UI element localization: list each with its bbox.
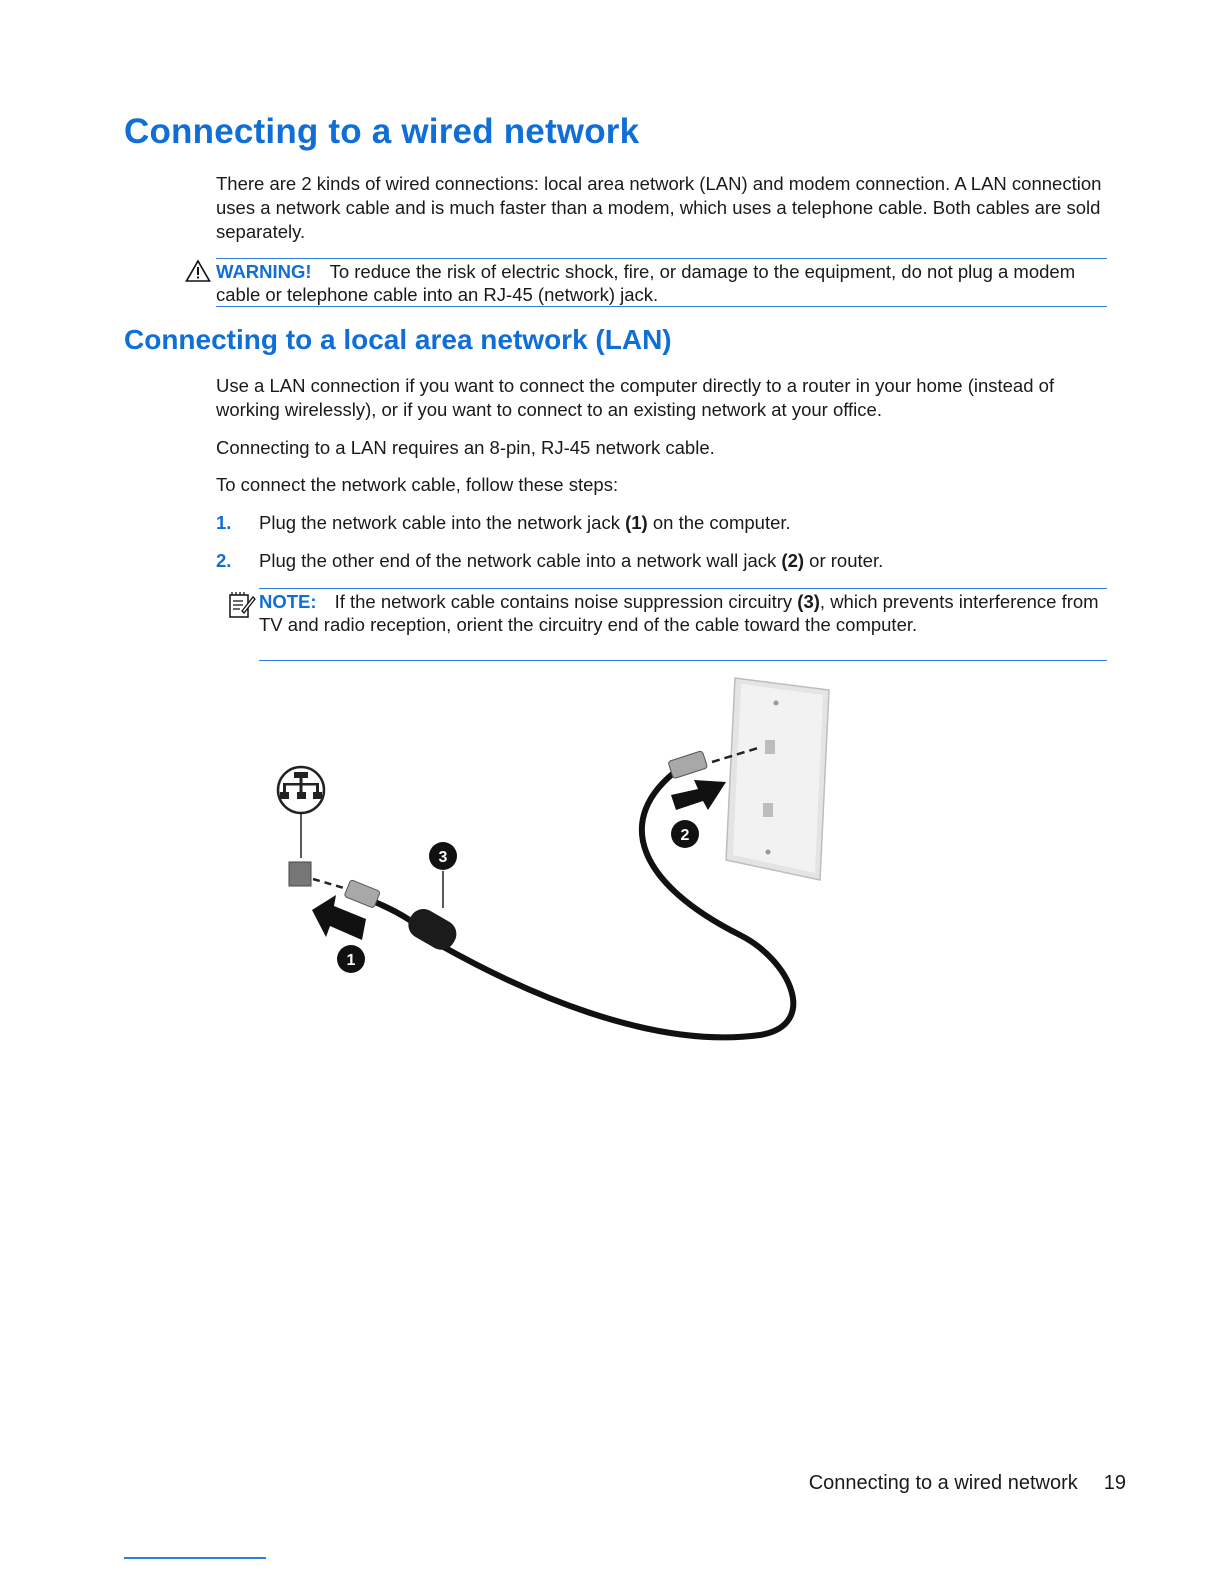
note-notice [259,588,1107,661]
note-text: If the network cable contains noise suppression circuitry (3), which prevents interference from TV and radio reception, orient the circuitry end of the cable toward the computer. [259,591,1099,635]
svg-text:2: 2 [680,827,690,844]
callout-2 [671,820,699,848]
lan-paragraph: Use a LAN connection if you want to connect the computer directly to a router in your home (instead of working wirelessly), or if you want to connect to an existing network at your office. [216,375,1055,420]
warning-notice [216,258,1107,307]
step-text: Plug the other end of the network cable into a network wall jack (2) or router. [259,550,884,571]
step-text: Plug the network cable into the network jack (1) on the computer. [259,512,791,533]
step-number: 2. [216,550,232,571]
svg-text:1: 1 [346,952,356,969]
ferrite-bead [403,904,461,955]
subsection-title: Connecting to a local area network (LAN) [124,324,672,355]
page-number: 19 [1103,1472,1126,1494]
note-label: NOTE: [259,591,317,612]
lan-cable-paragraph: Connecting to a LAN requires an 8-pin, RJ-45 network cable. [216,437,715,458]
steps-intro: To connect the network cable, follow these steps: [216,474,619,495]
computer-port [289,862,311,886]
cable-plug-left [344,880,380,909]
warning-label: WARNING! [216,261,312,282]
network-jack-icon [278,767,324,858]
callout-1 [337,945,365,973]
warning-icon [185,259,211,283]
cable-plug-right [668,751,708,779]
warning-text: To reduce the risk of electric shock, fire, or damage to the equipment, do not plug a modem cable or telephone cable into an RJ-45 (network) jack. [216,261,1076,305]
footer-rule [124,1557,266,1559]
svg-text:3: 3 [438,849,448,866]
step-number: 1. [216,512,232,533]
page-footer [700,1472,1126,1495]
note-icon [228,590,256,620]
callout-3 [429,842,457,870]
lan-connection-illustration [260,672,860,1052]
footer-section-title: Connecting to a wired network [808,1472,1078,1494]
insert-arrow-right [671,780,726,810]
page-title: Connecting to a wired network [124,112,640,151]
wall-plate [726,678,829,880]
intro-paragraph: There are 2 kinds of wired connections: local area network (LAN) and modem connection. A LAN connection uses a network cable and is much faster than a modem, which uses a telephone cable. Both cables are sold separately. [216,173,1102,242]
